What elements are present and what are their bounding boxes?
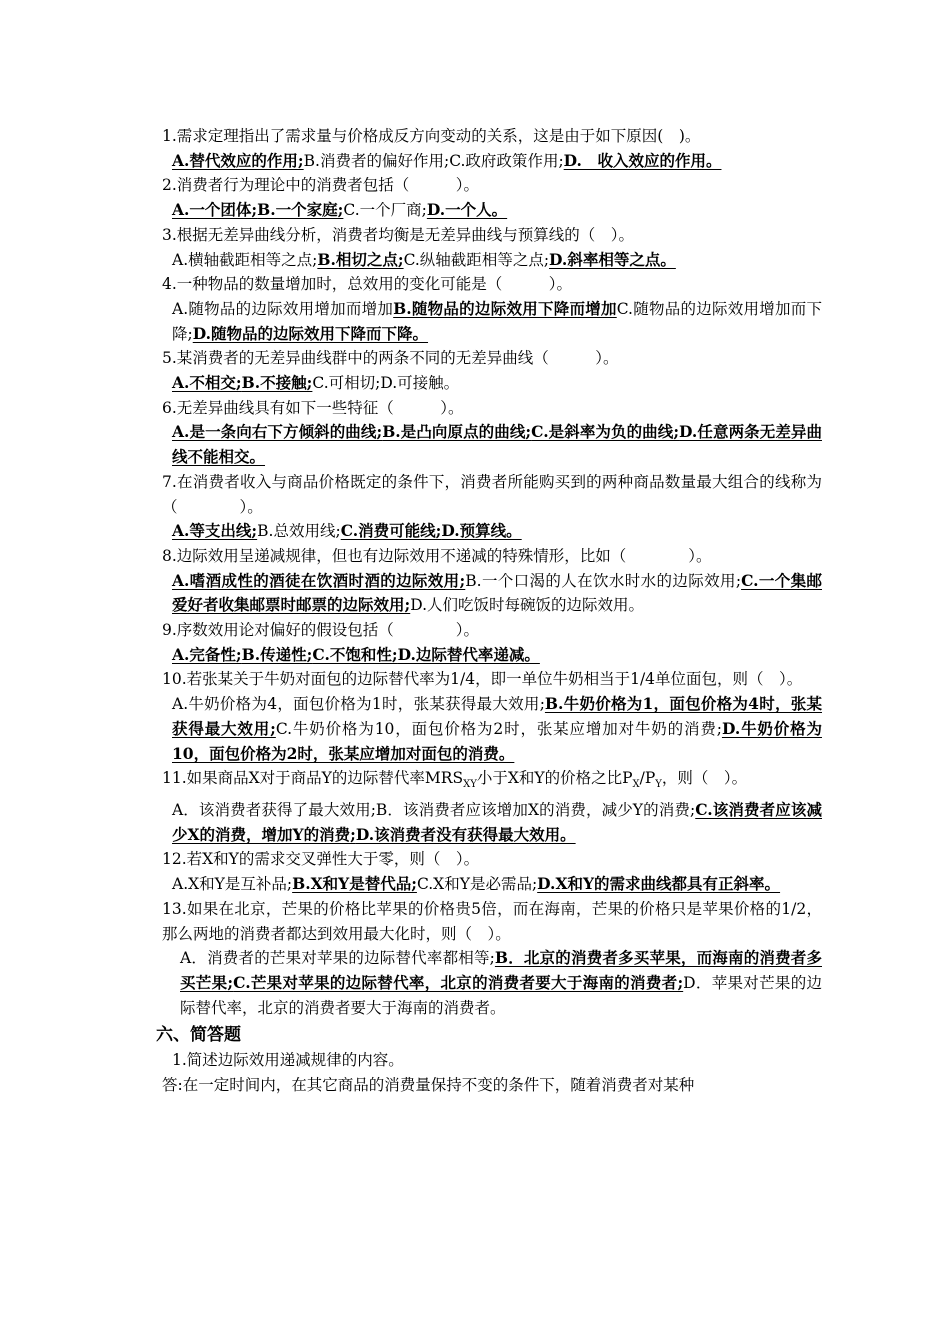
question-4-options [162,297,822,346]
option-a: A.横轴截距相等之点; [172,250,318,269]
option-a: A.牛奶价格为4，面包价格为1时，张某获得最大效用; [172,695,545,714]
option-c: C.随物品的边际效用增加而下降; [172,299,822,343]
question-6: 6.无差异曲线具有如下一些特征（ ）。 [162,398,464,417]
option-d: D.预算线。 [441,521,522,541]
question-11-options [162,798,822,847]
question-2: 2.消费者行为理论中的消费者包括（ ）。 [162,176,480,195]
question-10-options [162,692,822,766]
option-a: A.X和Y是互补品; [172,875,293,894]
option-c: C.是斜率为负的曲线; [531,422,680,442]
question-12-options [162,872,822,897]
question-11: 11.如果商品X对于商品Y的边际替代率$MRS_{XY}$小于X和Y的价格之比$P_X/P_Y$，则（ ）。 [162,769,748,791]
question-5-options [162,371,822,396]
option-a: A.随物品的边际效用增加而增加 [172,299,394,318]
option-b: B.牛奶价格为1，面包价格为4时，张某获得最大效用; [172,694,822,738]
question-7: 7.在消费者收入与商品价格既定的条件下，消费者所能购买到的两种商品数量最大组合的线称为（ ）。 [162,472,822,516]
option-b: B.是凸向原点的曲线; [382,422,532,442]
document-page [156,124,823,1098]
option-b: B.X和Y是替代品; [292,874,417,894]
option-d: D.一个人。 [426,200,508,220]
option-a: A.等支出线; [172,521,258,541]
question-10: 10.若张某关于牛奶对面包的边际替代率为1/4，即一单位牛奶相当于1/4单位面包，则（ ）。 [162,670,803,689]
question-8: 8.边际效用呈递减规律，但也有边际效用不递减的特殊情形，比如（ ）。 [162,546,712,565]
question-13: 13.如果在北京，芒果的价格比苹果的价格贵5倍，而在海南，芒果的价格只是苹果价格的1/2，那么两地的消费者都达到效用最大化时，则（ ）。 [162,899,822,943]
question-3-options [162,248,822,273]
option-b: B.相切之点; [317,249,404,269]
question-4: 4.一种物品的数量增加时，总效用的变化可能是（ ）。 [162,275,573,294]
option-c: C.一个厂商; [343,201,427,220]
option-d: D.边际替代率递减。 [397,644,540,664]
question-1-options [162,149,822,174]
option-a: A．消费者的芒果对苹果的边际替代率都相等; [180,949,495,968]
question-1: 1.需求定理指出了需求量与价格成反方向变动的关系，这是由于如下原因( )。 [162,127,701,145]
short-answer-1: 答:在一定时间内，在其它商品的消费量保持不变的条件下，随着消费者对某种 [162,1076,695,1095]
option-c: C.政府政策作用; [449,151,564,170]
question-12: 12.若X和Y的需求交叉弹性大于零，则（ ）。 [162,850,480,869]
option-c: C.不饱和性; [312,644,398,664]
option-a: A.不相交; [172,373,242,393]
option-b: B.总效用线; [257,522,341,541]
option-b: B.一个口渴的人在饮水时水的边际效用; [465,571,742,590]
option-c: C.X和Y是必需品; [416,875,538,894]
option-d: D.可接触。 [380,374,460,393]
option-c: C.该消费者应该减少X的消费，增加Y的消费; [172,800,823,844]
option-c: C.纵轴截距相等之点; [403,250,550,269]
option-c: C.一个集邮爱好者收集邮票时邮票的边际效用; [172,570,822,615]
option-b: B.一个家庭; [257,200,344,220]
section-title: 六、简答题 [156,1025,241,1046]
option-b: B.不接触; [241,373,313,393]
option-d: D.牛奶价格为10，面包价格为2时，张某应增加对面包的消费。 [172,718,822,763]
option-d: D.该消费者没有获得最大效用。 [355,824,576,844]
question-5: 5.某消费者的无差异曲线群中的两条不同的无差异曲线（ ）。 [162,349,619,368]
question-9-options [162,643,822,668]
option-b: B.随物品的边际效用下降而增加 [393,298,617,318]
option-a: A.是一条向右下方倾斜的曲线; [172,422,383,442]
option-d: D.斜率相等之点。 [549,249,676,269]
short-question-1: 1.简述边际效用递减规律的内容。 [172,1051,404,1070]
option-d: D.X和Y的需求曲线都具有正斜率。 [537,874,781,894]
question-13-options [162,946,822,1020]
question-8-options [162,569,822,618]
option-d: D.随物品的边际效用下降而下降。 [192,323,429,343]
question-9: 9.序数效用论对偏好的假设包括（ ）。 [162,621,480,640]
question-6-options [162,420,822,469]
question-7-options [162,519,822,544]
option-b: B.传递性; [241,644,313,664]
question-3: 3.根据无差异曲线分析，消费者均衡是无差异曲线与预算线的（ ）。 [162,225,635,244]
option-c: C.牛奶价格为10，面包价格为2时，张某应增加对牛奶的消费; [275,719,722,738]
option-d: D. 收入效应的作用。 [563,150,722,170]
option-a: A.一个团体; [172,200,258,220]
option-c: C.可相切; [312,374,381,393]
option-c: C.芒果对苹果的边际替代率，北京的消费者要大于海南的消费者; [233,973,684,992]
question-2-options [162,198,822,223]
option-d: D.任意两条无差异曲线不能相交。 [172,422,822,467]
option-a: A．该消费者获得了最大效用; [172,801,376,820]
option-d: D．苹果对芒果的边际替代率，北京的消费者要大于海南的消费者。 [180,974,822,1017]
option-c: C.消费可能线; [340,521,442,541]
option-a: A.替代效应的作用; [172,150,304,170]
option-a: A.嗜酒成性的酒徒在饮酒时酒的边际效用; [172,570,466,590]
option-b: B.消费者的偏好作用; [303,151,450,170]
option-b: B．该消费者应该增加X的消费，减少Y的消费; [375,801,696,820]
option-b: B．北京的消费者多买苹果，而海南的消费者多买芒果; [180,948,822,992]
option-a: A.完备性; [172,644,242,664]
option-d: D.人们吃饭时每碗饭的边际效用。 [410,596,645,615]
